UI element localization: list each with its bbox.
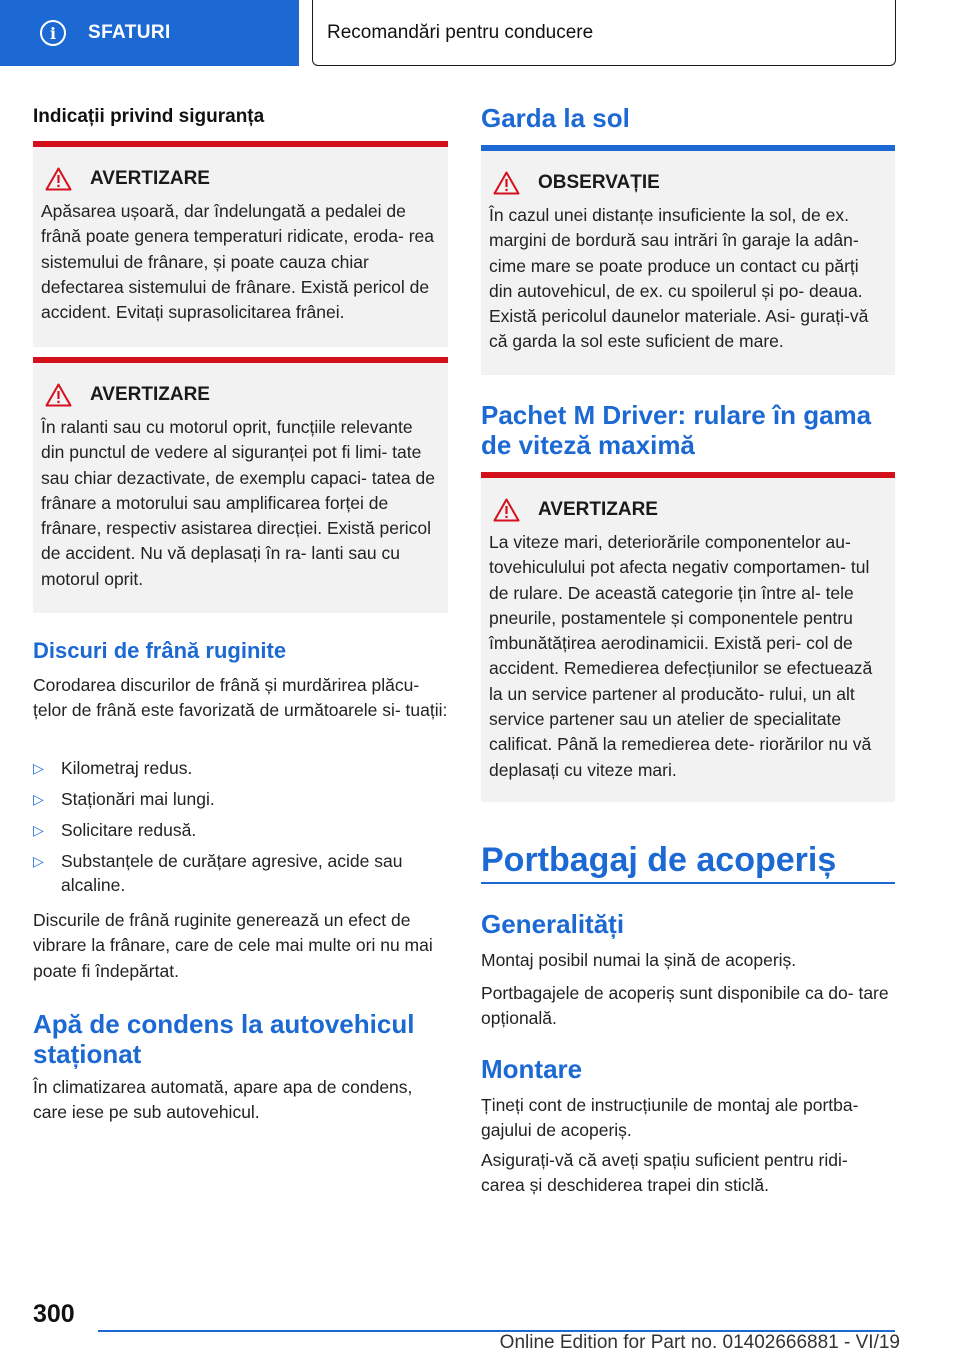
warning-triangle-icon (45, 383, 72, 407)
condensation-text: În climatizarea automată, apare apa de condens, care iese pe sub autovehicul. (33, 1077, 413, 1123)
warning-title: AVERTIZARE (90, 168, 210, 189)
roof-rack-heading: Portbagaj de acoperiș (481, 841, 837, 879)
warning-triangle-icon (45, 167, 72, 191)
warning-triangle-icon (493, 498, 520, 522)
list-item: ▷ Staționări mai lungi. (33, 789, 215, 809)
rust-causes-list (33, 756, 448, 904)
warning-box-brake-overload (33, 141, 448, 347)
notice-title: OBSERVAȚIE (538, 172, 660, 193)
warning-box-high-speed (481, 472, 895, 802)
chapter-title-text: Recomandări pentru conducere (327, 21, 594, 43)
warning-text: În ralanti sau cu motorul oprit, funcțiile relevante din punctul de vedere al siguranței pot fi limi- tate sau chiar dezactivate, de exemplu capaci- tatea de frânare a motorului sau amplificarea forței de frânare, respectiv asistarea direcției. Există pericol de accident. Nu vă deplasați în ra- lanti sau cu motorul oprit. (41, 417, 435, 589)
rust-outro: Discurile de frână ruginite generează un efect de vibrare la frânare, care de cele mai multe ori nu mai poate fi îndepărtat. (33, 910, 433, 981)
notice-box-ground-clearance (481, 145, 895, 375)
section-tab[interactable] (0, 0, 299, 66)
mounting-heading: Montare (481, 1054, 583, 1084)
rust-intro: Corodarea discurilor de frână și murdărirea plăcu- țelor de frână este favorizată de următoarele si- tuații: (33, 675, 448, 721)
safety-heading: Indicații privind siguranța (33, 106, 265, 127)
list-item: ▷ Substanțele de curățare agresive, acide sau alcaline. (33, 851, 403, 895)
list-item: ▷ Solicitare redusă. (33, 820, 197, 840)
m-driver-heading: Pachet M Driver: rulare în gama de viteză maximă (481, 400, 872, 460)
condensation-heading: Apă de condens la autovehicul staționat (33, 1009, 415, 1069)
warning-title: AVERTIZARE (90, 384, 210, 405)
triangle-bullet-icon: ▷ (33, 791, 44, 807)
warning-text: La viteze mari, deteriorările componentelor au- tovehiculului pot afecta negativ comportamen- tul de rulare. De această categorie țin între al- tele pneurile, postamentele și componentele pentru îmbunătățirea aerodinamicii. Există peri- col de accident. Remedierea defecțiunilor se efectuează la un service partener al producăto- rului, un alt service partener sau un atelier de specialitate calificat. Până la remedierea dete- riorărilor nu vă deplasați cu viteze mari. (489, 532, 873, 780)
warning-box-idle-engine (33, 357, 448, 613)
edition-note: Online Edition for Part no. 01402666881 - VI/19 (499, 1332, 900, 1353)
chapter-title (312, 0, 896, 66)
general-heading: Generalități (481, 909, 625, 939)
info-icon: i (40, 20, 66, 46)
general-paragraph-2: Portbagajele de acoperiș sunt disponibile ca do- tare opțională. (481, 983, 889, 1029)
triangle-bullet-icon: ▷ (33, 822, 44, 838)
ground-clearance-heading: Garda la sol (481, 103, 630, 133)
roof-rack-heading-rule (481, 882, 895, 884)
mounting-paragraph-2: Asigurați-vă că aveți spațiu suficient pentru ridi- carea și deschiderea trapei din sticlă. (481, 1150, 848, 1196)
warning-title: AVERTIZARE (538, 499, 658, 520)
warning-text: Apăsarea ușoară, dar îndelungată a pedalei de frână poate genera temperaturi ridicate, eroda- rea sistemului de frânare, și poate cauza chiar defectarea sistemului de frânare. Există pericol de accident. Evitați suprasolicitarea frânei. (41, 201, 435, 323)
triangle-bullet-icon: ▷ (33, 760, 44, 776)
page-number: 300 (33, 1300, 75, 1328)
triangle-bullet-icon: ▷ (33, 853, 44, 869)
general-paragraph-1: Montaj posibil numai la șină de acoperiș. (481, 950, 797, 970)
rust-heading: Discuri de frână ruginite (33, 638, 287, 663)
section-tab-label: SFATURI (88, 22, 171, 43)
notice-triangle-icon (493, 171, 520, 195)
notice-text: În cazul unei distanțe insuficiente la sol, de ex. margini de bordură sau intrări în garaje la adân- cime mare se poate produce un contact cu părți din autovehicul, de ex. cu spoilerul și po- deaua. Există pericolul daunelor materiale. Asi- gurați-vă că garda la sol este suficient de mare. (489, 205, 869, 352)
list-item: ▷ Kilometraj redus. (33, 758, 193, 778)
mounting-paragraph-1: Țineți cont de instrucțiunile de montaj ale portba- gajului de acoperiș. (481, 1095, 859, 1141)
